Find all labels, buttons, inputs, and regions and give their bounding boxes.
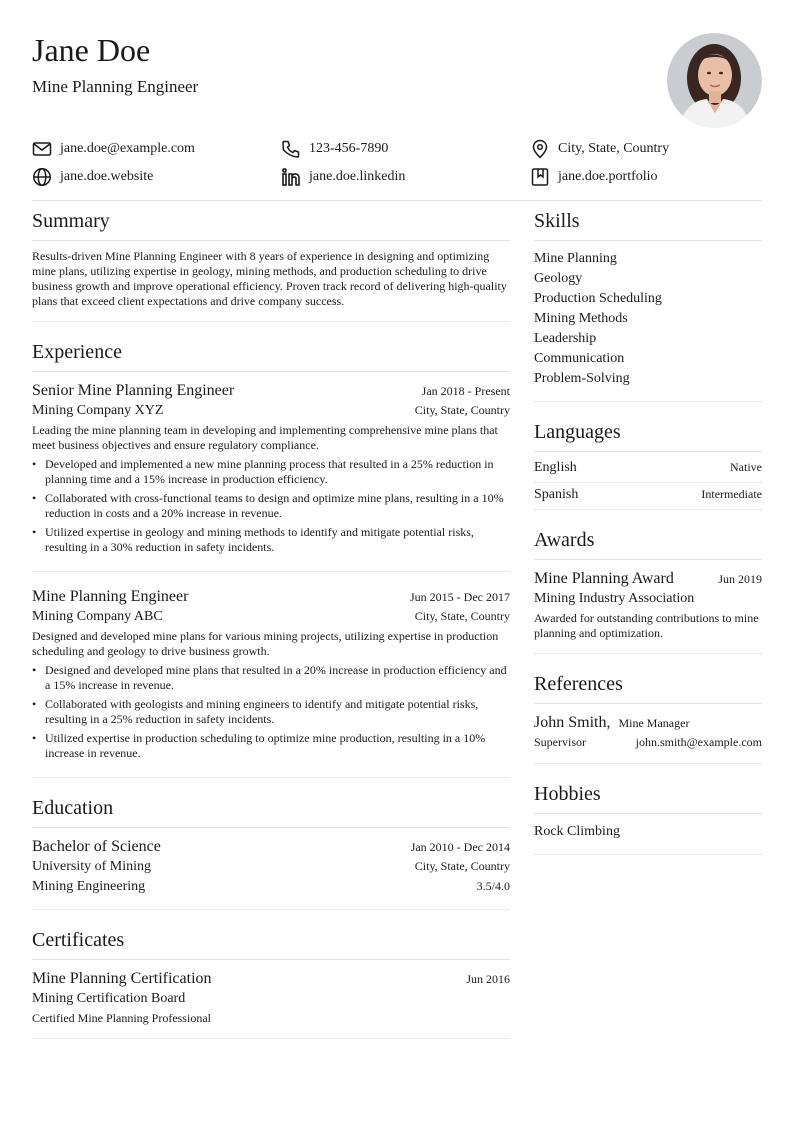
summary-text: Results-driven Mine Planning Engineer with 8 years of experience in designing and optimizing mine plans, utilizing expertise in geology, mining methods, and production scheduling to drive business growth and improve operational efficiency. Proven track record of delivering high-quality plans that exceed client expectations and drive company success. bbox=[32, 249, 507, 308]
skill-item: Production Scheduling bbox=[534, 291, 662, 306]
hobbies-section bbox=[534, 780, 762, 855]
award-date: Jun 2019 bbox=[718, 572, 762, 586]
reference-relation: Supervisor bbox=[534, 735, 586, 749]
languages-section bbox=[534, 418, 762, 510]
language-name: English bbox=[534, 460, 577, 475]
certificate-date: Jun 2016 bbox=[466, 972, 510, 986]
job-location: City, State, Country bbox=[414, 403, 510, 417]
phone-icon bbox=[281, 139, 301, 159]
contact-portfolio[interactable] bbox=[530, 167, 658, 187]
reference-header bbox=[534, 712, 762, 733]
skills-heading: Skills bbox=[534, 207, 762, 241]
contact-linkedin[interactable] bbox=[281, 167, 530, 187]
certificates-section bbox=[32, 926, 510, 1039]
bookmark-icon bbox=[530, 167, 550, 187]
contact-row bbox=[32, 135, 762, 163]
reference-details bbox=[534, 733, 762, 763]
job-title: Senior Mine Planning Engineer bbox=[32, 382, 235, 399]
school-name: University of Mining bbox=[32, 859, 151, 874]
education-heading: Education bbox=[32, 794, 510, 828]
hobby-item: Rock Climbing bbox=[534, 824, 620, 839]
experience-heading: Experience bbox=[32, 338, 510, 372]
language-level: Native bbox=[730, 460, 762, 474]
gpa: 3.5/4.0 bbox=[476, 879, 510, 893]
entry-subheader bbox=[32, 401, 510, 421]
degree-name: Bachelor of Science bbox=[32, 838, 161, 855]
company-name: Mining Company ABC bbox=[32, 609, 163, 624]
contact-info bbox=[32, 135, 762, 191]
job-dates: Jan 2018 - Present bbox=[421, 384, 510, 398]
email-text: jane.doe@example.com bbox=[60, 141, 195, 156]
skill-item: Geology bbox=[534, 271, 583, 286]
award-issuer: Mining Industry Association bbox=[534, 591, 695, 606]
awards-heading: Awards bbox=[534, 526, 762, 560]
language-item bbox=[534, 456, 762, 483]
contact-website[interactable] bbox=[32, 167, 281, 187]
company-name: Mining Company XYZ bbox=[32, 403, 164, 418]
skills-section bbox=[534, 207, 762, 402]
achievement-item: • Collaborated with geologists and mining engineers to identify and mitigate potential risks, resulting in a 25% reduction in safety incidents. bbox=[32, 697, 510, 727]
skill-item: Mining Methods bbox=[534, 311, 628, 326]
awards-section bbox=[534, 526, 762, 654]
linkedin-icon bbox=[281, 167, 301, 187]
entry-subheader bbox=[32, 877, 510, 897]
experience-section bbox=[32, 338, 510, 778]
entry-header bbox=[32, 586, 510, 607]
contact-phone[interactable] bbox=[281, 139, 530, 159]
job-title: Mine Planning Engineer bbox=[32, 588, 189, 605]
skill-item: Mine Planning bbox=[534, 251, 617, 266]
entry-subheader bbox=[32, 607, 510, 627]
main-column bbox=[32, 207, 510, 1055]
skill-item: Leadership bbox=[534, 331, 597, 346]
entry-header bbox=[32, 836, 510, 857]
achievement-item: • Developed and implemented a new mine planning process that resulted in a 25% reduction in planning time and a 15% increase in production efficiency. bbox=[32, 457, 510, 487]
achievement-list bbox=[32, 663, 510, 761]
education-entry bbox=[32, 836, 510, 909]
job-dates: Jun 2015 - Dec 2017 bbox=[410, 590, 510, 604]
contact-location bbox=[530, 139, 669, 159]
contact-row bbox=[32, 163, 762, 191]
resume-header bbox=[32, 30, 762, 130]
references-section bbox=[534, 670, 762, 764]
award-entry bbox=[534, 568, 762, 653]
language-level: Intermediate bbox=[701, 487, 762, 501]
language-item bbox=[534, 483, 762, 509]
job-description: Designed and developed mine plans for various mining projects, utilizing expertise in production scheduling and geology to drive business growth. bbox=[32, 629, 499, 658]
languages-heading: Languages bbox=[534, 418, 762, 452]
map-pin-icon bbox=[530, 139, 550, 159]
certificate-description: Certified Mine Planning Professional bbox=[32, 1011, 211, 1025]
certificate-entry bbox=[32, 968, 510, 1038]
summary-section bbox=[32, 207, 510, 322]
education-dates: Jan 2010 - Dec 2014 bbox=[410, 840, 510, 854]
field-of-study: Mining Engineering bbox=[32, 879, 146, 894]
reference-email[interactable]: john.smith@example.com bbox=[635, 735, 762, 749]
candidate-name: Jane Doe bbox=[32, 32, 151, 68]
certificates-heading: Certificates bbox=[32, 926, 510, 960]
experience-entry bbox=[32, 380, 510, 572]
reference-title: Mine Manager bbox=[618, 716, 690, 730]
phone-text: 123-456-7890 bbox=[309, 141, 389, 156]
award-name: Mine Planning Award bbox=[534, 570, 674, 587]
envelope-icon bbox=[32, 139, 52, 159]
education-section bbox=[32, 794, 510, 910]
entry-subheader bbox=[32, 857, 510, 877]
achievement-item: • Collaborated with cross-functional teams to design and optimize mine plans, resulting in a 10% reduction in costs and a 20% increase in revenue. bbox=[32, 491, 510, 521]
candidate-title: Mine Planning Engineer bbox=[32, 77, 199, 96]
reference-name: John Smith, bbox=[534, 714, 611, 731]
achievement-item: • Designed and developed mine plans that resulted in a 20% increase in production efficiency and a 15% increase in revenue. bbox=[32, 663, 510, 693]
entry-header bbox=[534, 568, 762, 589]
linkedin-text: jane.doe.linkedin bbox=[309, 169, 406, 184]
globe-icon bbox=[32, 167, 52, 187]
certificate-issuer: Mining Certification Board bbox=[32, 991, 186, 1006]
skill-item: Communication bbox=[534, 351, 625, 366]
location-text: City, State, Country bbox=[558, 141, 670, 156]
skills-list bbox=[534, 249, 762, 401]
award-description: Awarded for outstanding contributions to mine planning and optimization. bbox=[534, 611, 759, 640]
hobbies-heading: Hobbies bbox=[534, 780, 762, 814]
achievement-item: • Utilized expertise in production scheduling to optimize mine production, resulting in a 10% increase in revenue. bbox=[32, 731, 510, 761]
website-text: jane.doe.website bbox=[60, 169, 154, 184]
certificate-name: Mine Planning Certification bbox=[32, 970, 212, 987]
experience-entry bbox=[32, 586, 510, 777]
entry-header bbox=[32, 380, 510, 401]
skill-item: Problem-Solving bbox=[534, 371, 630, 386]
references-heading: References bbox=[534, 670, 762, 704]
language-name: Spanish bbox=[534, 487, 579, 502]
entry-header bbox=[32, 968, 510, 989]
contact-email[interactable] bbox=[32, 139, 281, 159]
job-location: City, State, Country bbox=[414, 609, 510, 623]
avatar bbox=[667, 33, 762, 128]
summary-heading: Summary bbox=[32, 207, 510, 241]
side-column bbox=[534, 207, 762, 871]
job-description: Leading the mine planning team in developing and implementing comprehensive mine plans that meet business objectives and ensure regulatory compliance. bbox=[32, 423, 498, 452]
achievement-item: • Utilized expertise in geology and mining methods to identify and mitigate potential risks, resulting in a 30% reduction in safety incidents. bbox=[32, 525, 510, 555]
portfolio-text: jane.doe.portfolio bbox=[558, 169, 658, 184]
achievement-list bbox=[32, 457, 510, 555]
school-location: City, State, Country bbox=[414, 859, 510, 873]
header-divider bbox=[32, 200, 762, 201]
